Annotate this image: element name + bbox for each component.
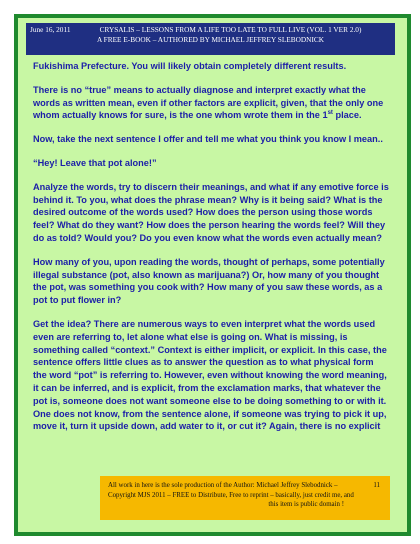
ordinal-superscript: st [327, 110, 333, 117]
footer-line-1 [108, 481, 384, 491]
header-title-line-1: CRYSALIS – LESSONS FROM A LIFE TOO LATE TO FULL LIVE (VOL. 1 VER 2.0) [99, 25, 362, 34]
page-number: 11 [373, 482, 380, 489]
paragraph-2 [33, 84, 389, 122]
header-row-1 [26, 25, 395, 35]
page-header [26, 23, 395, 55]
paragraph-2-end: place. [332, 110, 362, 121]
page-footer [100, 476, 390, 520]
paragraph-4-quote: “Hey! Leave that pot alone!” [33, 157, 157, 168]
header-date: June 16, 2011 [30, 25, 71, 34]
page-body [33, 60, 389, 444]
paragraph-1: Fukishima Prefecture. You will likely obtain completely different results. [33, 61, 347, 71]
paragraph-2-text: There is no “true” means to actually diagnose and interpret exactly what the words as written mean, even if other factors are explicit, given, that the only one whom actually knows for sure, is the one whom wrote them in the 1 [33, 84, 384, 121]
paragraph-3: Now, take the next sentence I offer and tell me what you think you know I mean.. [33, 134, 383, 145]
footer-author-text: All work in here is the sole production of the Author: Michael Jeffrey Slebodnick – [108, 482, 338, 489]
header-title-line-2: A FREE E-BOOK – AUTHORED BY MICHAEL JEFFREY SLEBODNICK [96, 35, 325, 44]
paragraph-7: Get the idea? There are numerous ways to even interpret what the words used even are referring to, let alone what else is going on. What is missing, is something called “context.” Context is either implicit, or explicit. In this case, the sentence offers little clues as to answer the question as to what physical form the word “pot” is referring to. However, even without knowing the word meaning, it can be inferred, and is explicit, from the exclamation marks, that whatever the pot is, someone does not want someone else to be doing something to or with it. One does not know, from the sentence alone, if someone was trying to pick it up, move it, turn it upside down, add water to it, or cut it? Again, there is no explicit [33, 318, 387, 432]
paragraph-5: Analyze the words, try to discern their meanings, and what if any emotive force is behind it. To you, what does the phrase mean? Why is it being said? What is the desired outcome of the words used? How does the person using those words feel? What do they want? How does the person hearing the words feel? Will they do as told? Would you? Do you even know what the words even actually mean? [33, 181, 389, 243]
footer-line-2: Copyright MJS 2011 – FREE to Distribute, Free to reprint – basically, just credit me, and [108, 491, 354, 499]
paragraph-6: How many of you, upon reading the words, thought of perhaps, some potentially illegal substance (pot, also known as marijuana?) Or, how many of you thought the pot, was something you cook with? How many of you saw these words, as a pot to put flower in? [33, 256, 385, 306]
footer-line-3: this item is public domain ! [268, 501, 344, 509]
